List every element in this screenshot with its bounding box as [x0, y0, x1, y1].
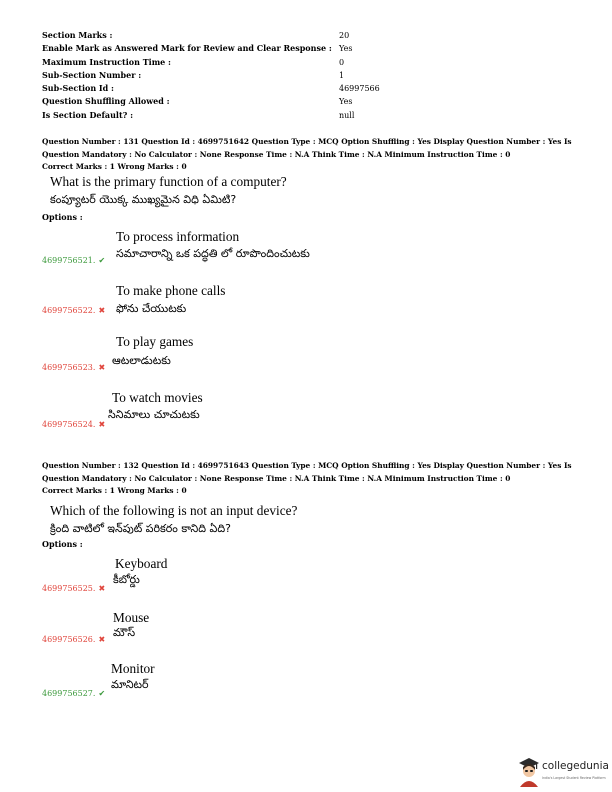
- check-icon: ✔: [98, 256, 106, 265]
- option-id-text: 4699756526.: [42, 635, 96, 644]
- options-label: Options :: [42, 212, 83, 222]
- option-id: [42, 256, 105, 265]
- meta-label: Sub-Section Id :: [42, 83, 114, 94]
- question-text-en: Which of the following is not an input device?: [50, 503, 298, 518]
- meta-value: null: [339, 110, 355, 120]
- option-text-te: మానిటర్: [111, 678, 149, 691]
- option-text-en: Keyboard: [115, 556, 168, 571]
- option-text-en: To play games: [116, 334, 194, 349]
- cross-icon: ✖: [98, 306, 106, 315]
- question-marks: Correct Marks : 1 Wrong Marks : 0: [42, 162, 187, 171]
- option-id: [42, 584, 105, 593]
- check-icon: ✔: [98, 689, 106, 698]
- question-header-line: Question Number : 132 Question Id : 4699751643 Question Type : MCQ Option Shuffling : Yes Display Question Number : Yes Is: [42, 461, 572, 470]
- option-text-en: To watch movies: [112, 390, 203, 405]
- cross-icon: ✖: [98, 420, 106, 429]
- meta-row: [42, 82, 562, 95]
- option-id: [42, 420, 105, 429]
- cross-icon: ✖: [98, 363, 106, 372]
- meta-row: [42, 42, 562, 55]
- option-text-en: Monitor: [111, 661, 155, 676]
- option-id: [42, 689, 105, 698]
- option-text-te: మౌస్: [113, 626, 136, 639]
- options-label: Options :: [42, 539, 83, 549]
- collegedunia-logo: [517, 757, 609, 789]
- graduate-avatar-icon: [517, 757, 541, 787]
- option-id: [42, 306, 105, 315]
- meta-row: [42, 56, 562, 69]
- option-id-text: 4699756523.: [42, 363, 96, 372]
- option-id-text: 4699756521.: [42, 256, 96, 265]
- meta-row: [42, 109, 562, 122]
- question-text-en: What is the primary function of a computer?: [50, 174, 287, 189]
- option-text-te: కీబోర్డు: [113, 573, 140, 586]
- option-id: [42, 635, 105, 644]
- option-text-te: సమాచారాన్ని ఒక పద్ధతి లో రూపొందించుటకు: [116, 247, 310, 260]
- meta-row: [42, 69, 562, 82]
- option-id-text: 4699756524.: [42, 420, 96, 429]
- question-header: [42, 136, 577, 174]
- meta-label: Maximum Instruction Time :: [42, 56, 171, 67]
- meta-row: [42, 29, 562, 42]
- option-text-te: సినిమాలు చూచుటకు: [108, 408, 200, 421]
- cross-icon: ✖: [98, 584, 106, 593]
- logo-wordmark: collegedunia: [542, 760, 609, 772]
- option-id-text: 4699756522.: [42, 306, 96, 315]
- meta-value: 20: [339, 31, 350, 40]
- option-text-en: Mouse: [113, 610, 150, 625]
- meta-value: Yes: [339, 44, 353, 54]
- meta-label: Sub-Section Number :: [42, 69, 142, 80]
- question-text-te: క్రింది వాటిలో ఇన్‌పుట్ పరికరం కానిది ఏది?: [50, 522, 231, 535]
- question-header-line: Question Number : 131 Question Id : 4699751642 Question Type : MCQ Option Shuffling : Yes Display Question Number : Yes Is: [42, 137, 572, 146]
- question-header: [42, 460, 577, 498]
- option-id: [42, 363, 105, 372]
- section-meta: [42, 29, 562, 122]
- question-header-line: Question Mandatory : No Calculator : None Response Time : N.A Think Time : N.A Minimum Instruction Time : 0: [42, 149, 511, 159]
- meta-label: Section Marks :: [42, 30, 113, 40]
- logo-tagline: India's Largest Student Review Platform: [542, 776, 606, 780]
- option-text-en: To make phone calls: [116, 283, 226, 298]
- question-marks: Correct Marks : 1 Wrong Marks : 0: [42, 486, 187, 495]
- meta-label: Question Shuffling Allowed :: [42, 96, 170, 107]
- cross-icon: ✖: [98, 635, 106, 644]
- option-id-text: 4699756527.: [42, 689, 96, 698]
- meta-row: [42, 95, 562, 108]
- meta-value: 46997566: [339, 84, 380, 94]
- option-id-text: 4699756525.: [42, 584, 96, 593]
- option-text-te: ఆటలాడుటకు: [112, 354, 171, 367]
- meta-value: 1: [339, 70, 345, 80]
- meta-label: Enable Mark as Answered Mark for Review and Clear Response :: [42, 43, 332, 54]
- question-header-line: Question Mandatory : No Calculator : None Response Time : N.A Think Time : N.A Minimum Instruction Time : 0: [42, 473, 511, 483]
- option-text-en: To process information: [116, 229, 240, 244]
- meta-value: 0: [339, 57, 345, 67]
- meta-label: Is Section Default? :: [42, 109, 134, 120]
- option-text-te: ఫోను చేయుటకు: [116, 302, 187, 315]
- meta-value: Yes: [339, 97, 353, 107]
- question-text-te: కంప్యూటర్ యొక్క ముఖ్యమైన విధి ఏమిటి?: [50, 193, 237, 206]
